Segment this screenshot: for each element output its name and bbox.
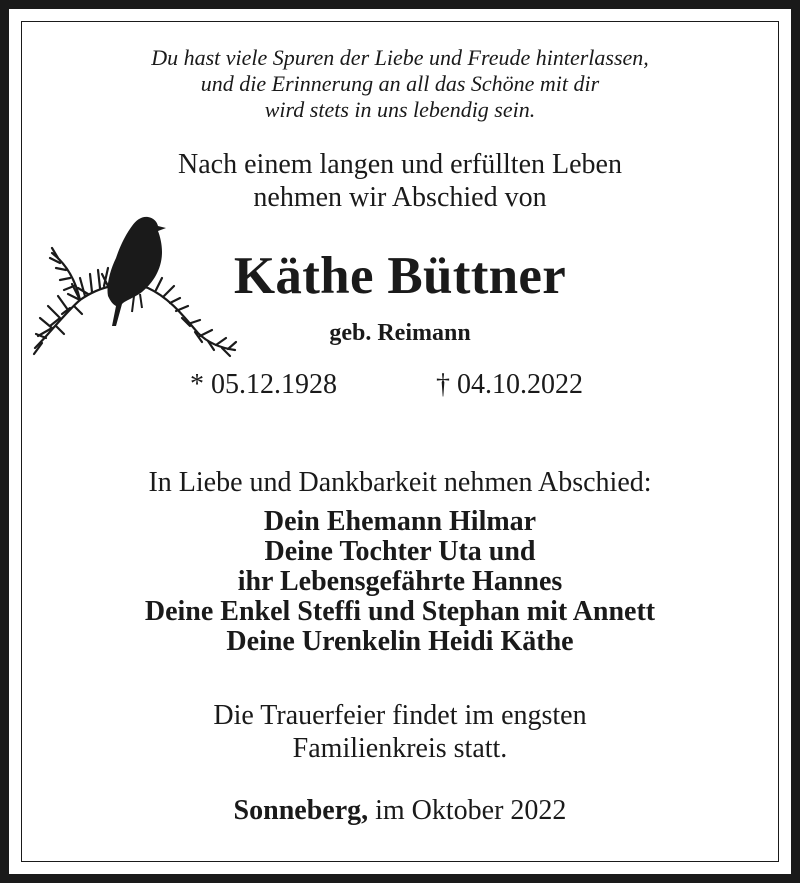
poem-line: wird stets in uns lebendig sein. xyxy=(264,97,536,122)
closing-date: im Oktober 2022 xyxy=(375,795,567,826)
service-line: Familienkreis statt. xyxy=(292,733,508,764)
mourners-intro: In Liebe und Dankbarkeit nehmen Abschied: xyxy=(148,467,652,498)
deceased-name: Käthe Büttner xyxy=(233,247,567,305)
place-and-date xyxy=(0,793,800,829)
service-note xyxy=(0,699,800,765)
place-name: Sonneberg, xyxy=(233,795,369,826)
poem-line: Du hast viele Spuren der Liebe und Freude hinterlassen, xyxy=(151,45,649,70)
intro-line: Nach einem langen und erfüllten Leben xyxy=(178,149,622,180)
mourner-line: Deine Enkel Steffi und Stephan mit Annett xyxy=(144,596,656,627)
birth-name: geb. Reimann xyxy=(329,320,471,346)
farewell-intro xyxy=(0,148,800,214)
service-line: Die Trauerfeier findet im engsten xyxy=(213,700,587,731)
mourners-list xyxy=(0,507,800,657)
birth-date: * 05.12.1928 xyxy=(190,369,337,400)
mourner-line: Deine Tochter Uta und xyxy=(264,536,536,567)
intro-line: nehmen wir Abschied von xyxy=(253,182,547,213)
poem-line: und die Erinnerung an all das Schöne mit dir xyxy=(200,71,600,96)
death-date: † 04.10.2022 xyxy=(436,369,583,400)
mourner-line: Dein Ehemann Hilmar xyxy=(263,506,537,537)
memorial-poem xyxy=(0,45,800,123)
mourner-line: ihr Lebensgefährte Hannes xyxy=(237,566,563,597)
mourner-line: Deine Urenkelin Heidi Käthe xyxy=(226,626,574,657)
